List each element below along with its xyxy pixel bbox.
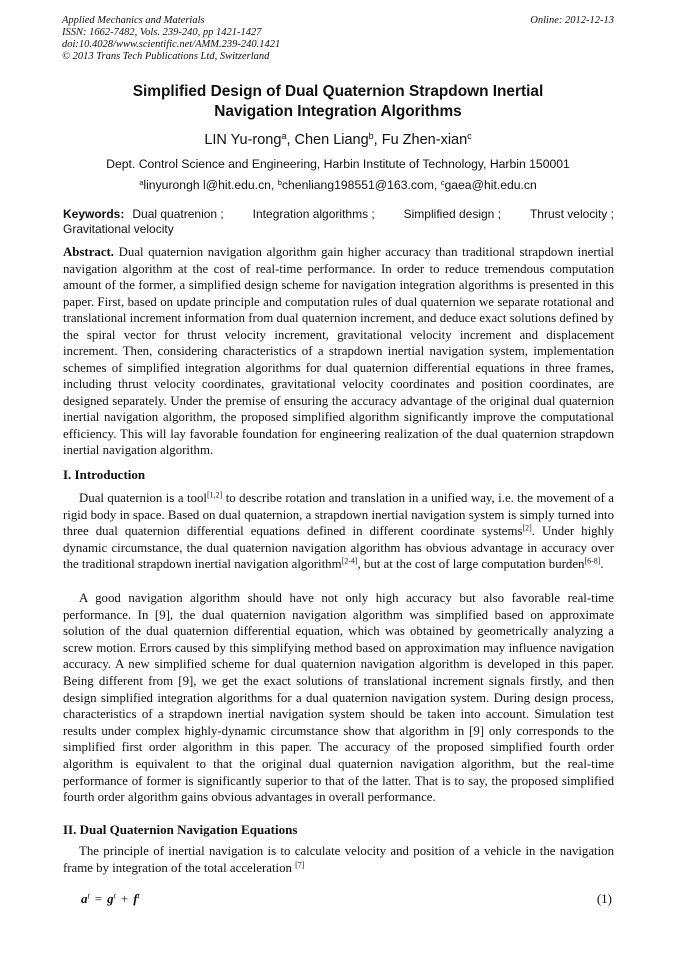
- abstract: [63, 244, 614, 459]
- eq-operator: +: [120, 891, 129, 906]
- author-name: Chen Liang: [294, 132, 369, 148]
- keyword: Thrust velocity ;: [529, 207, 614, 221]
- author-mark: c: [467, 131, 472, 142]
- citation: [2-4]: [341, 557, 358, 566]
- text-run: to describe rotation and translation in a unified way, i.e. the movement of a rigid body in space. Based on dual quaternion, a strapdown inertial navigation system is simply turned into three dual quaternion differential equations defined in different coordinate systems: [63, 491, 614, 539]
- citation: [1,2]: [206, 490, 223, 500]
- email-mark: a: [139, 177, 144, 187]
- eq-superscript: t: [137, 891, 140, 901]
- journal-header: [62, 15, 462, 63]
- email-mark: b: [277, 177, 282, 187]
- equation-1: [63, 889, 614, 909]
- section-heading-introduction: I. Introduction: [63, 467, 146, 482]
- intro-paragraph-2: A good navigation algorithm should have not only high accuracy but also favorable real-time performance. In [9], the dual quaternion navigation algorithm was simplified based on approximate solution of the dual quaternion differential equation, which was obtained by geometrically analyzing a screw motion. Errors caused by this simplifying method based on approximation may influence navigation accuracy. A new simplified scheme for dual quaternion navigation algorithm is developed in this paper. Being different from [9], we get the exact solutions of translational increment signals firstly, and then design simplified integration algorithms for a dual quaternion navigation system. During design process, characteristics of a strapdown inertial navigation system should be taken into account. Simulation test results under complex highly-dynamic circumstance show that algorithm in [9] only corresponds to the simplified first order algorithm in this paper. The accuracy of the proposed simplified fourth order algorithm is equivalent to that the original dual quaternion navigation algorithm, but the real-time performance of former is significantly superior to that of the latter. That is to say, the proposed simplified fourth order algorithm gains obvious advantages in overall performance.: [63, 591, 614, 805]
- doi-line: doi:10.4028/www.scientific.net/AMM.239-240.1421: [62, 39, 281, 50]
- author-name: Fu Zhen-xian: [381, 132, 468, 148]
- equation-formula: [81, 889, 140, 909]
- citation: [7]: [295, 860, 305, 870]
- text-run: Dual quaternion is a tool: [79, 491, 207, 505]
- section-heading-equations: II. Dual Quaternion Navigation Equations: [63, 822, 298, 837]
- keywords-label: Keywords:: [63, 207, 125, 221]
- text-run: The principle of inertial navigation is to calculate velocity and position of a vehicle in the navigation frame by integration of the total acceleration: [63, 844, 614, 875]
- paper-title: [62, 82, 614, 122]
- keywords-block: [63, 207, 614, 237]
- eq-symbol: a: [81, 891, 88, 906]
- author-name: LIN Yu-rong: [204, 132, 282, 148]
- email-address[interactable]: gaea@hit.edu.cn: [444, 178, 537, 192]
- keyword: Dual quatrenion ;: [132, 207, 224, 221]
- keyword: Integration algorithms ;: [252, 207, 375, 221]
- abstract-label: Abstract.: [63, 245, 115, 259]
- eq-symbol: g: [107, 891, 114, 906]
- section2-paragraph-1: [63, 843, 614, 876]
- keyword: Simplified design ;: [403, 207, 502, 221]
- eq-operator: =: [94, 891, 103, 906]
- text-run: .: [600, 557, 604, 572]
- email-list: [62, 177, 614, 193]
- author-mark: a: [281, 131, 287, 142]
- author-mark: b: [368, 131, 374, 142]
- citation: [6-8]: [584, 557, 601, 566]
- title-line-1: Simplified Design of Dual Quaternion Strapdown Inertial: [132, 83, 544, 100]
- citation: [2]: [522, 523, 532, 533]
- keywords-row: [63, 207, 614, 222]
- eq-symbol: f: [133, 891, 138, 906]
- text-run: , but at the cost of large computation burden: [357, 557, 585, 572]
- text-run: . Under highly dynamic circumstance, the dual quaternion navigation algorithm has obvious advantage in accuracy over the traditional strapdown inertial navigation algorithm: [63, 524, 614, 572]
- abstract-text: Dual quaternion navigation algorithm gain higher accuracy than traditional strapdown inertial navigation algorithm at the cost of real-time performance. In order to reduce tremendous computation amount of the former, a simplified design scheme for navigation integration algorithms is presented in this paper. First, based on update principle and computation rules of dual quaternion we separate rotational and translational increment information from dual quaternion increment, and deduce exact solutions defined by the spiral vector for thrust velocity increment, gravitational velocity increment and displacement increment. Then, considering characteristics of a strapdown inertial navigation system, implementation schemes of simplified integration algorithms for dual quaternion differential equations in three frames, including thrust velocity coordinates, gravitational velocity coordinates and position coordinates, are designed separately. Under the premise of ensuring the accuracy advantage of the original dual quaternion inertial navigation algorithm, the proposed simplified algorithm significantly improve the computational efficiency. This will lay favorable foundation for engineering realization of the dual quaternion strapdown inertial navigation algorithm.: [63, 245, 615, 457]
- affiliation: Dept. Control Science and Engineering, Harbin Institute of Technology, Harbin 150001: [106, 157, 570, 171]
- equation-number: (1): [596, 891, 612, 906]
- title-line-2: Navigation Integration Algorithms: [214, 103, 462, 120]
- author-list: LIN Yu-rong$^a$, Chen Liang$^b$, Fu Zhen-xian$^c$: [204, 131, 472, 148]
- eq-superscript: t: [113, 891, 116, 901]
- eq-superscript: t: [87, 891, 90, 901]
- intro-paragraph-1: [63, 490, 614, 573]
- email-address[interactable]: chenliang198551@163.com,: [281, 178, 438, 192]
- online-date: Online: 2012-12-13: [530, 15, 614, 26]
- copyright-line: © 2013 Trans Tech Publications Ltd, Switzerland: [62, 51, 270, 62]
- email-address[interactable]: linyurongh l@hit.edu.cn,: [143, 178, 275, 192]
- keyword: Gravitational velocity: [63, 222, 174, 236]
- issn-line: ISSN: 1662-7482, Vols. 239-240, pp 1421-1427: [62, 27, 262, 38]
- journal-name: Applied Mechanics and Materials: [62, 15, 205, 26]
- email-mark: c: [440, 177, 445, 187]
